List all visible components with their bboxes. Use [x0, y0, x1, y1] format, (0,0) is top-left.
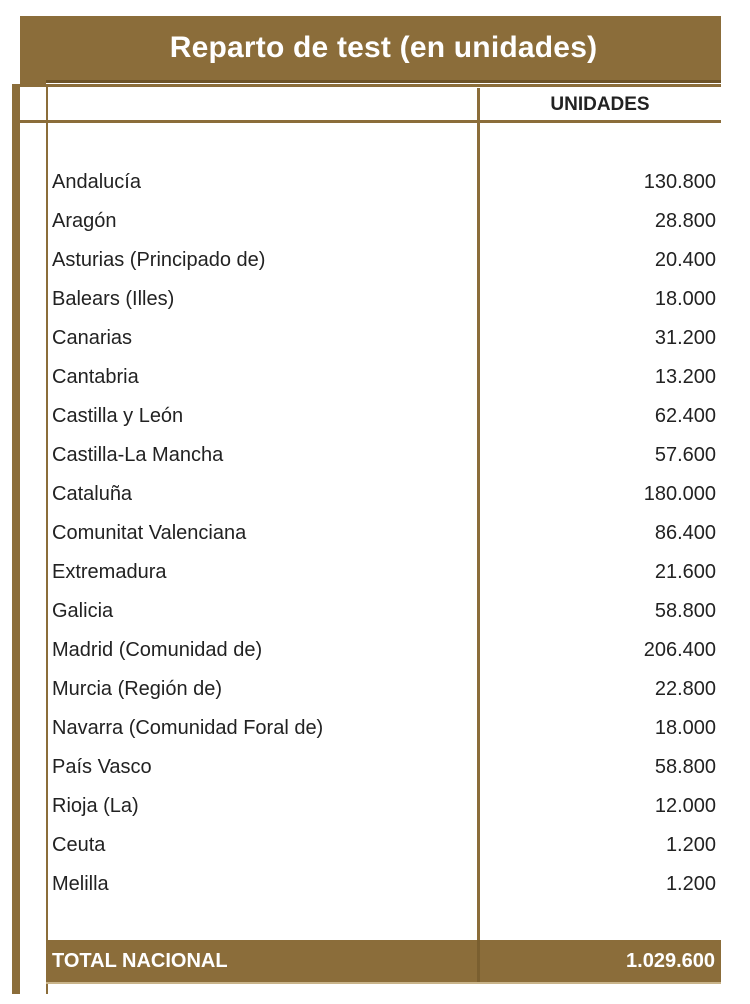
region-name: Castilla-La Mancha [52, 444, 224, 466]
region-value: 206.400 [643, 639, 716, 661]
header-rule [20, 120, 721, 123]
table-row [52, 553, 716, 592]
table-left-border [46, 84, 48, 994]
total-divider [477, 940, 480, 982]
region-value: 20.400 [654, 249, 716, 271]
bottom-line [46, 982, 721, 984]
region-name: Madrid (Comunidad de) [52, 639, 263, 661]
region-name: Murcia (Región de) [52, 678, 223, 700]
table-row [52, 865, 716, 904]
region-name: Galicia [52, 600, 114, 622]
column-header-unidades: UNIDADES [550, 94, 650, 115]
total-label: TOTAL NACIONAL [52, 949, 228, 972]
region-name: Cantabria [52, 366, 139, 388]
data-table [52, 163, 716, 904]
region-value: 58.800 [654, 600, 716, 622]
region-value: 57.600 [654, 444, 716, 466]
region-value: 86.400 [654, 522, 716, 544]
region-name: País Vasco [52, 756, 152, 778]
table-row [52, 280, 716, 319]
region-name: Asturias (Principado de) [52, 249, 266, 271]
title-bar [46, 16, 721, 83]
table-row [52, 475, 716, 514]
table-row [52, 514, 716, 553]
page-title: Reparto de test (en unidades) [169, 31, 598, 64]
table-row [52, 592, 716, 631]
region-name: Balears (Illes) [52, 288, 175, 310]
region-name: Aragón [52, 210, 117, 232]
region-name: Cataluña [52, 483, 133, 505]
total-row [46, 940, 721, 982]
table-row [52, 202, 716, 241]
table-row [52, 319, 716, 358]
region-value: 1.200 [665, 873, 716, 895]
table-row [52, 436, 716, 475]
table-row [52, 670, 716, 709]
table-row [52, 241, 716, 280]
region-name: Extremadura [52, 561, 167, 583]
top-rule [20, 84, 721, 87]
region-value: 18.000 [654, 717, 716, 739]
region-name: Navarra (Comunidad Foral de) [52, 717, 324, 739]
table-row [52, 631, 716, 670]
table-row [52, 397, 716, 436]
region-value: 21.600 [654, 561, 716, 583]
region-value: 12.000 [654, 795, 716, 817]
region-value: 28.800 [654, 210, 716, 232]
table-row [52, 163, 716, 202]
table-row [52, 709, 716, 748]
region-value: 180.000 [643, 483, 716, 505]
region-name: Rioja (La) [52, 795, 139, 817]
region-value: 18.000 [654, 288, 716, 310]
region-name: Castilla y León [52, 405, 184, 427]
region-value: 31.200 [654, 327, 716, 349]
region-value: 13.200 [654, 366, 716, 388]
table-row [52, 787, 716, 826]
region-name: Andalucía [52, 171, 141, 193]
table-row [52, 358, 716, 397]
region-value: 1.200 [665, 834, 716, 856]
total-value: 1.029.600 [626, 949, 715, 972]
region-value: 130.800 [643, 171, 716, 193]
region-name: Comunitat Valenciana [52, 522, 247, 544]
table-row [52, 826, 716, 865]
region-value: 62.400 [654, 405, 716, 427]
region-value: 22.800 [654, 678, 716, 700]
region-name: Canarias [52, 327, 133, 349]
region-name: Ceuta [52, 834, 106, 856]
region-value: 58.800 [654, 756, 716, 778]
region-name: Melilla [52, 873, 109, 895]
table-row [52, 748, 716, 787]
left-decor-strip [12, 84, 20, 994]
left-decor-top [20, 16, 46, 84]
